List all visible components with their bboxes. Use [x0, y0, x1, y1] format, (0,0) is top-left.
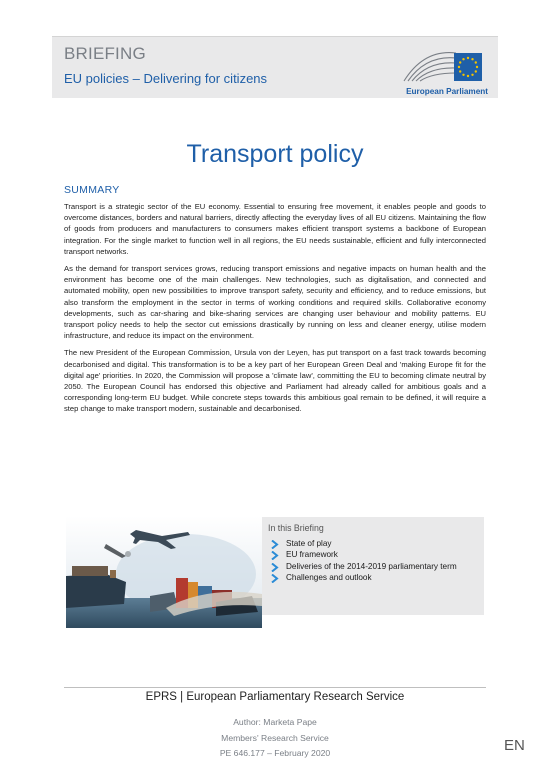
summary-heading: SUMMARY	[64, 184, 120, 196]
language-code: EN	[504, 737, 525, 754]
logo-text: European Parliament	[406, 87, 488, 96]
footer-organisation: EPRS | European Parliamentary Research Service	[145, 691, 405, 703]
summary-paragraph: As the demand for transport services grows, reducing transport emissions and negative impacts on human health and the environment has become one of the main challenges. New technologies, such as digitalisation, and connected and automated mobility, open new possibilities to improve transport safety, security and efficiency, and to reduce emissions, but also transform the employment in the sector in terms of working conditions and required skills. Collaborative economy developments, such as car-sharing and bike-sharing services are changing user behaviour and mobility patterns. EU transport policy needs to help the sector cut emissions drastically by running on less and cleaner energy, utilise modern infrastructure, and reduce its impact on the environment.	[64, 264, 486, 341]
document-type-label: BRIEFING	[64, 44, 146, 63]
page-title: Transport policy	[186, 140, 364, 168]
footer-divider	[64, 687, 486, 688]
list-item[interactable]	[268, 539, 478, 549]
chevron-right-icon	[270, 563, 280, 572]
list-item-label: Challenges and outlook	[286, 573, 372, 583]
list-item-label: Deliveries of the 2014-2019 parliamentary term	[286, 561, 457, 571]
list-item[interactable]	[268, 550, 478, 560]
list-item[interactable]	[268, 573, 478, 583]
footer-author: Author: Marketa Pape	[233, 717, 317, 727]
chevron-right-icon	[270, 540, 280, 549]
list-item-label: EU framework	[286, 550, 338, 560]
summary-paragraph: The new President of the European Commission, Ursula von der Leyen, has put transport on a fast track towards becoming decarbonised and digital. This transformation is to be a key part of her European Green Deal and 'making Europe fit for the digital age' priorities. In 2020, the Commission will propose a 'climate law', committing the EU to becoming climate neutral by 2050. The European Council has endorsed this objective and Parliament had already called for ambitious goals and a corresponding long-term EU budget. While concrete steps towards this ambitious goal remain to be defined, it will require a step change to make transport modern, sustainable and decarbonised.	[64, 348, 486, 414]
summary-body	[64, 201, 486, 421]
series-label: EU policies – Delivering for citizens	[64, 71, 268, 86]
chevron-right-icon	[270, 574, 280, 583]
in-this-briefing-title: In this Briefing	[268, 523, 324, 533]
in-this-briefing-box	[262, 517, 484, 615]
transport-illustration	[66, 516, 262, 628]
footer-reference: PE 646.177 – February 2020	[219, 748, 331, 758]
briefing-contents-list	[268, 539, 478, 584]
footer-service: Members' Research Service	[221, 733, 329, 743]
chevron-right-icon	[270, 551, 280, 560]
list-item-label: State of play	[286, 539, 332, 548]
summary-paragraph: Transport is a strategic sector of the EU economy. Essential to ensuring free movement, it enables people and goods to overcome distances, borders and natural barriers, directly affecting the everyday lives of all EU citizens. Maintaining the flow of goods from producers and manufacturers to consumers makes efficient transport systems a backbone of European integration. For the single market to function well in all regions, the EU needs sustainable, efficient and fully interconnected transport networks.	[64, 202, 486, 256]
list-item[interactable]	[268, 562, 478, 572]
